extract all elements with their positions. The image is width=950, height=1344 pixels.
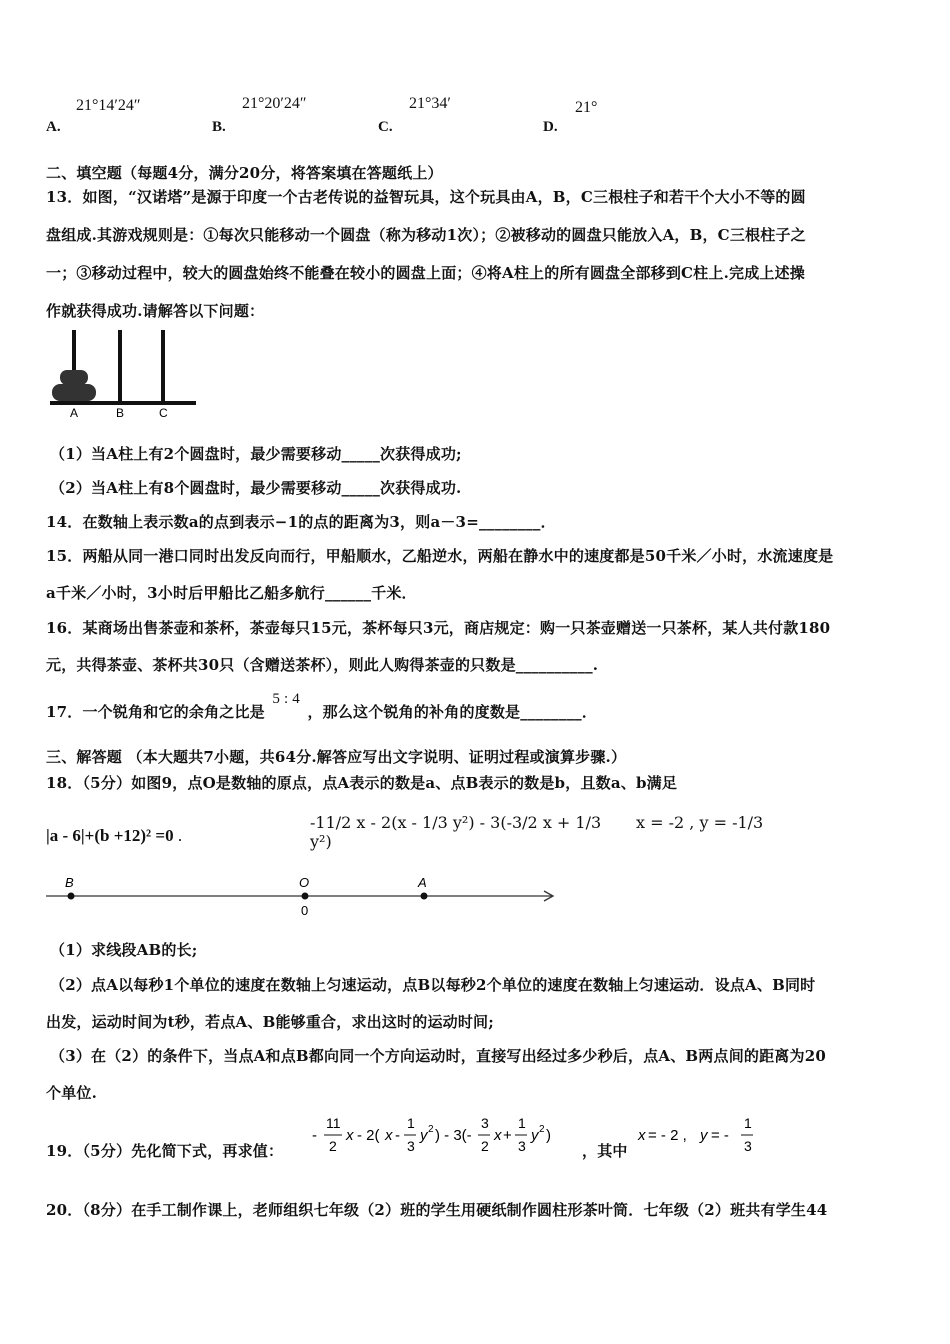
- q14: 14．在数轴上表示数a的点到表示−1的点的距离为3，则a－3=________．: [46, 513, 556, 531]
- point-a: [421, 893, 428, 900]
- svg-text:): ): [546, 1127, 551, 1144]
- svg-text:2: 2: [481, 1138, 489, 1154]
- option-value: 21°14′24″: [76, 97, 141, 114]
- option-a: [46, 97, 141, 136]
- option-c: [378, 95, 451, 136]
- option-letter: D.: [543, 119, 558, 135]
- label-b: B: [65, 875, 74, 890]
- q13-line2: 盘组成.其游戏规则是：①每次只能移动一个圆盘（称为移动1次）；②被移动的圆盘只能放入A，B，C三根柱子之: [46, 226, 806, 244]
- svg-text:- 2(: - 2(: [357, 1127, 380, 1144]
- svg-text:2: 2: [428, 1124, 434, 1135]
- hanoi-figure: [48, 328, 198, 420]
- condition-render: [636, 1113, 766, 1159]
- svg-text:y: y: [531, 1127, 539, 1144]
- q15-line1: 15．两船从同一港口同时出发反向而行，甲船顺水，乙船逆水，两船在静水中的速度都是50千米／小时，水流速度是: [46, 547, 834, 565]
- svg-text:2: 2: [329, 1138, 337, 1154]
- disk-small: [60, 370, 88, 385]
- svg-text:-: -: [395, 1127, 400, 1144]
- svg-text:) - 3(-: ) - 3(-: [435, 1127, 472, 1144]
- q17: [46, 691, 598, 722]
- q20: 20．（8分）在手工制作课上，老师组织七年级（2）班的学生用硬纸制作圆柱形茶叶筒．七年级（2）班共有学生44: [46, 1201, 828, 1219]
- q18-sub2-line2: 出发，运动时间为t秒，若点A、B能够重合，求出这时的运动时间;: [46, 1013, 494, 1031]
- base: [50, 401, 196, 405]
- svg-text:11: 11: [326, 1115, 341, 1131]
- svg-text:1: 1: [518, 1115, 526, 1131]
- q18-sub2-line1: （2）点A以每秒1个单位的速度在数轴上匀速运动，点B以每秒2个单位的速度在数轴上匀速运动．设点A、B同时: [50, 976, 816, 994]
- disk-large: [52, 384, 96, 401]
- q19-condition: [636, 813, 766, 1159]
- svg-text:3: 3: [518, 1138, 526, 1154]
- option-value: 21°20′24″: [242, 95, 307, 112]
- svg-text:-: -: [312, 1127, 317, 1144]
- option-value: 21°: [575, 99, 598, 116]
- q13-line1: 13．如图，“汉诺塔”是源于印度一个古老传说的益智玩具，这个玩具由A，B，C三根柱子和若干个大小不等的圆: [46, 188, 806, 206]
- q13-line4: 作就获得成功.请解答以下问题：: [46, 302, 265, 320]
- q19-before: 19．（5分）先化简下式，再求值：: [46, 1142, 284, 1160]
- svg-text:= - 2 ,: = - 2 ,: [648, 1127, 687, 1144]
- svg-text:= -: = -: [711, 1127, 729, 1144]
- point-o: [302, 893, 309, 900]
- q19-expression: [310, 813, 610, 1159]
- point-b: [68, 893, 75, 900]
- svg-text:x: x: [385, 1127, 393, 1144]
- q18-sub3-line1: （3）在（2）的条件下，当点A和点B都向同一个方向运动时，直接写出经过多少秒后，点A、B两点间的距离为20: [50, 1047, 826, 1065]
- svg-text:3: 3: [744, 1138, 752, 1154]
- option-letter: C.: [378, 119, 393, 135]
- svg-text:3: 3: [407, 1138, 415, 1154]
- condition-text: x = -2 , y = -1/3: [636, 813, 764, 832]
- option-b: [212, 95, 307, 136]
- section3-title: 三、解答题 （本大题共7小题，共64分.解答应写出文字说明、证明过程或演算步骤.）: [46, 748, 627, 766]
- q18-line1: 18．（5分）如图9，点O是数轴的原点，点A表示的数是a、点B表示的数是b，且数a、b满足: [46, 774, 678, 792]
- label-a: A: [70, 406, 79, 420]
- svg-text:3: 3: [481, 1115, 489, 1131]
- expression-text: -11/2 x - 2(x - 1/3 y²) - 3(-3/2 x + 1/3 y²): [310, 813, 602, 851]
- q13-line3: 一；③移动过程中，较大的圆盘始终不能叠在较小的圆盘上面；④将A柱上的所有圆盘全部移到C柱上.完成上述操: [46, 264, 806, 282]
- q15-line2: a千米／小时，3小时后甲船比乙船多航行______千米．: [46, 584, 417, 602]
- label-b: B: [116, 406, 125, 420]
- q13-sub1: （1）当A柱上有2个圆盘时，最少需要移动_____次获得成功;: [50, 445, 462, 463]
- label-o: O: [299, 875, 310, 890]
- label-a: A: [418, 875, 427, 890]
- q18-sub1: （1）求线段AB的长;: [50, 941, 198, 959]
- option-letter: A.: [46, 119, 61, 135]
- option-letter: B.: [212, 119, 226, 135]
- q16-line1: 16．某商场出售茶壶和茶杯，茶壶每只15元，茶杯每只3元，商店规定：购一只茶壶赠送一只茶杯，某人共付款180: [46, 619, 831, 637]
- option-value: 21°34′: [409, 95, 451, 112]
- q17-before: 17．一个锐角和它的余角之比是: [46, 703, 265, 721]
- q19-middle: ，其中: [582, 1142, 628, 1160]
- svg-text:1: 1: [407, 1115, 415, 1131]
- number-line: [44, 872, 559, 920]
- svg-text:+: +: [503, 1127, 512, 1144]
- post-b: [118, 330, 122, 402]
- svg-text:y: y: [700, 1127, 708, 1144]
- svg-text:x: x: [638, 1127, 646, 1144]
- expression-render: [310, 1113, 610, 1159]
- label-zero: 0: [301, 903, 309, 918]
- svg-text:x: x: [494, 1127, 502, 1144]
- section2-title: 二、填空题（每题4分，满分20分，将答案填在答题纸上）: [46, 164, 443, 182]
- q17-after: ，那么这个锐角的补角的度数是________．: [307, 703, 598, 721]
- svg-text:x: x: [346, 1127, 354, 1144]
- q13-sub2: （2）当A柱上有8个圆盘时，最少需要移动_____次获得成功.: [50, 479, 462, 497]
- q17-ratio: 5 : 4: [272, 691, 300, 707]
- label-c: C: [159, 406, 168, 420]
- q18-equation: |a - 6|+(b +12)² =0 .: [46, 826, 183, 845]
- q18-sub3-line2: 个单位.: [46, 1084, 98, 1102]
- post-c: [161, 330, 165, 402]
- equation-text: |a - 6|+(b +12)² =0: [46, 826, 174, 845]
- svg-text:y: y: [420, 1127, 428, 1144]
- option-d: [543, 99, 598, 136]
- q16-line2: 元，共得茶壶、茶杯共30只（含赠送茶杯），则此人购得茶壶的只数是__________.: [46, 656, 599, 674]
- svg-text:2: 2: [539, 1124, 545, 1135]
- svg-text:1: 1: [744, 1115, 752, 1131]
